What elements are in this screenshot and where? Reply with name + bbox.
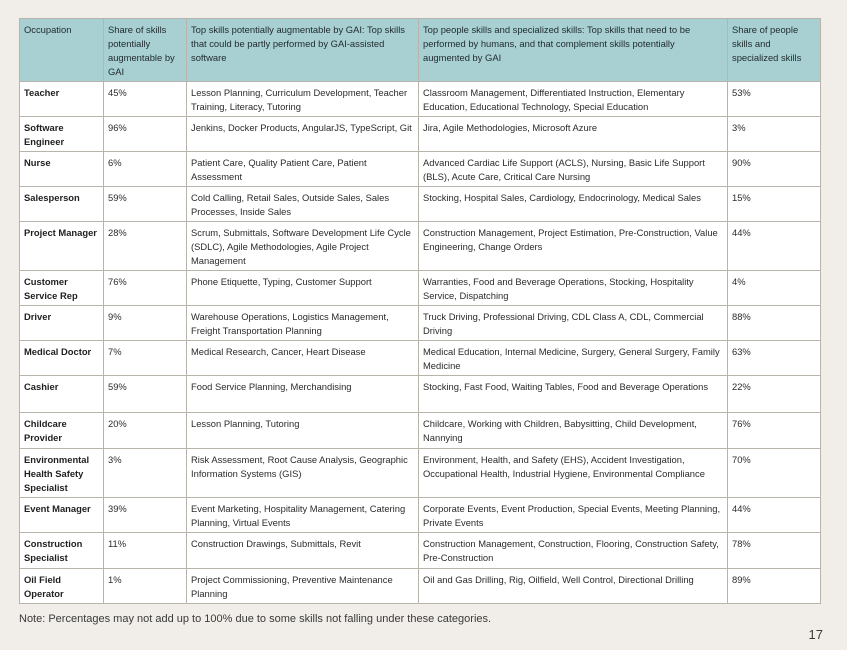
table-row (20, 498, 821, 533)
occupation-cell: Environmental Health Safety Specialist (20, 449, 104, 498)
table-row (20, 306, 821, 341)
gai-skills-cell: Warehouse Operations, Logistics Management, Freight Transportation Planning (187, 306, 419, 341)
people-skills-cell: Classroom Management, Differentiated Instruction, Elementary Education, Educational Technology, Special Education (419, 82, 728, 117)
occupation-cell: Childcare Provider (20, 413, 104, 449)
page-number: 17 (808, 627, 823, 642)
share-gai-cell: 7% (104, 341, 187, 376)
people-skills-cell: Construction Management, Construction, Flooring, Construction Safety, Pre-Construction (419, 533, 728, 569)
share-gai-cell: 59% (104, 187, 187, 222)
table-row (20, 376, 821, 413)
people-skills-cell: Advanced Cardiac Life Support (ACLS), Nursing, Basic Life Support (BLS), Acute Care, Critical Care Nursing (419, 152, 728, 187)
share-people-cell: 15% (728, 187, 821, 222)
gai-skills-cell: Phone Etiquette, Typing, Customer Support (187, 271, 419, 306)
header-occupation: Occupation (20, 19, 104, 82)
occupation-cell: Nurse (20, 152, 104, 187)
people-skills-cell: Corporate Events, Event Production, Special Events, Meeting Planning, Private Events (419, 498, 728, 533)
header-gai-skills: Top skills potentially augmentable by GAI: Top skills that could be partly performed by GAI-assisted software (187, 19, 419, 82)
share-people-cell: 70% (728, 449, 821, 498)
share-gai-cell: 11% (104, 533, 187, 569)
skills-table (19, 18, 821, 604)
occupation-cell: Medical Doctor (20, 341, 104, 376)
header-people-skills: Top people skills and specialized skills: Top skills that need to be performed by humans, and that complement skills potentially augmented by GAI (419, 19, 728, 82)
people-skills-cell: Warranties, Food and Beverage Operations, Stocking, Hospitality Service, Dispatching (419, 271, 728, 306)
share-gai-cell: 59% (104, 376, 187, 413)
share-people-cell: 88% (728, 306, 821, 341)
footnote: Note: Percentages may not add up to 100% due to some skills not falling under these categories. (19, 613, 492, 625)
people-skills-cell: Oil and Gas Drilling, Rig, Oilfield, Well Control, Directional Drilling (419, 569, 728, 604)
gai-skills-cell: Lesson Planning, Tutoring (187, 413, 419, 449)
header-share-gai: Share of skills potentially augmentable by GAI (104, 19, 187, 82)
share-people-cell: 53% (728, 82, 821, 117)
gai-skills-cell: Event Marketing, Hospitality Management, Catering Planning, Virtual Events (187, 498, 419, 533)
occupation-cell: Software Engineer (20, 117, 104, 152)
occupation-cell: Construction Specialist (20, 533, 104, 569)
share-gai-cell: 39% (104, 498, 187, 533)
table-row (20, 82, 821, 117)
share-people-cell: 76% (728, 413, 821, 449)
share-people-cell: 4% (728, 271, 821, 306)
people-skills-cell: Stocking, Hospital Sales, Cardiology, Endocrinology, Medical Sales (419, 187, 728, 222)
share-gai-cell: 1% (104, 569, 187, 604)
people-skills-cell: Childcare, Working with Children, Babysitting, Child Development, Nannying (419, 413, 728, 449)
share-gai-cell: 96% (104, 117, 187, 152)
share-gai-cell: 9% (104, 306, 187, 341)
occupation-cell: Driver (20, 306, 104, 341)
share-people-cell: 3% (728, 117, 821, 152)
occupation-cell: Project Manager (20, 222, 104, 271)
gai-skills-cell: Medical Research, Cancer, Heart Disease (187, 341, 419, 376)
share-gai-cell: 6% (104, 152, 187, 187)
people-skills-cell: Medical Education, Internal Medicine, Surgery, General Surgery, Family Medicine (419, 341, 728, 376)
people-skills-cell: Truck Driving, Professional Driving, CDL Class A, CDL, Commercial Driving (419, 306, 728, 341)
share-gai-cell: 28% (104, 222, 187, 271)
table-row (20, 271, 821, 306)
gai-skills-cell: Construction Drawings, Submittals, Revit (187, 533, 419, 569)
share-gai-cell: 76% (104, 271, 187, 306)
share-gai-cell: 3% (104, 449, 187, 498)
share-people-cell: 63% (728, 341, 821, 376)
gai-skills-cell: Risk Assessment, Root Cause Analysis, Geographic Information Systems (GIS) (187, 449, 419, 498)
gai-skills-cell: Cold Calling, Retail Sales, Outside Sales, Sales Processes, Inside Sales (187, 187, 419, 222)
table-row (20, 413, 821, 449)
share-people-cell: 44% (728, 498, 821, 533)
gai-skills-cell: Project Commissioning, Preventive Maintenance Planning (187, 569, 419, 604)
table-row (20, 152, 821, 187)
occupation-cell: Salesperson (20, 187, 104, 222)
table-row (20, 569, 821, 604)
table-row (20, 449, 821, 498)
occupation-cell: Oil Field Operator (20, 569, 104, 604)
people-skills-cell: Stocking, Fast Food, Waiting Tables, Food and Beverage Operations (419, 376, 728, 413)
people-skills-cell: Jira, Agile Methodologies, Microsoft Azure (419, 117, 728, 152)
table-row (20, 222, 821, 271)
gai-skills-cell: Scrum, Submittals, Software Development Life Cycle (SDLC), Agile Methodologies, Agile Project Management (187, 222, 419, 271)
share-gai-cell: 20% (104, 413, 187, 449)
table-row (20, 187, 821, 222)
occupation-cell: Teacher (20, 82, 104, 117)
header-share-people: Share of people skills and specialized skills (728, 19, 821, 82)
people-skills-cell: Environment, Health, and Safety (EHS), Accident Investigation, Occupational Health, Industrial Hygiene, Environmental Compliance (419, 449, 728, 498)
occupation-cell: Customer Service Rep (20, 271, 104, 306)
table-row (20, 533, 821, 569)
share-people-cell: 44% (728, 222, 821, 271)
occupation-cell: Cashier (20, 376, 104, 413)
share-people-cell: 90% (728, 152, 821, 187)
table-header-row (20, 19, 821, 82)
table-row (20, 341, 821, 376)
share-people-cell: 22% (728, 376, 821, 413)
gai-skills-cell: Jenkins, Docker Products, AngularJS, TypeScript, Git (187, 117, 419, 152)
gai-skills-cell: Lesson Planning, Curriculum Development, Teacher Training, Literacy, Tutoring (187, 82, 419, 117)
share-people-cell: 89% (728, 569, 821, 604)
table-row (20, 117, 821, 152)
gai-skills-cell: Food Service Planning, Merchandising (187, 376, 419, 413)
share-people-cell: 78% (728, 533, 821, 569)
people-skills-cell: Construction Management, Project Estimation, Pre-Construction, Value Engineering, Change Orders (419, 222, 728, 271)
share-gai-cell: 45% (104, 82, 187, 117)
gai-skills-cell: Patient Care, Quality Patient Care, Patient Assessment (187, 152, 419, 187)
occupation-cell: Event Manager (20, 498, 104, 533)
